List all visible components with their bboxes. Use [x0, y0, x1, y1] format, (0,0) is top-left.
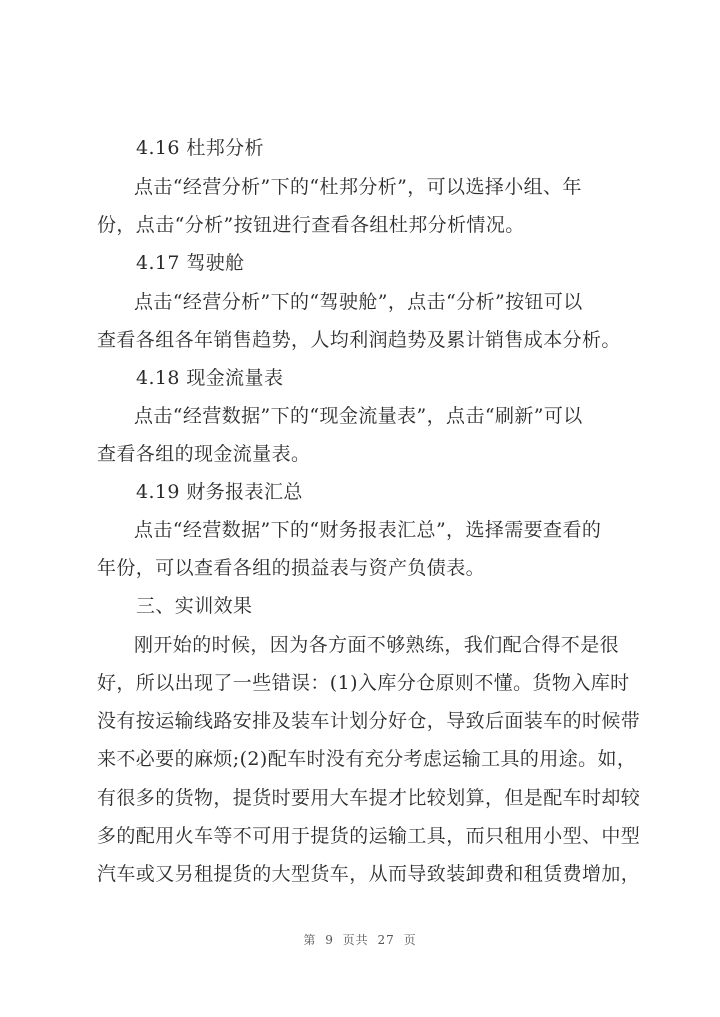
paragraph-line: 有很多的货物，提货时要用大车提才比较划算，但是配车时却较: [97, 787, 641, 809]
paragraph-line: 点击“经营数据”下的“财务报表汇总”，选择需要查看的: [134, 519, 602, 541]
section-heading-4-16: 4.16 杜邦分析: [136, 137, 264, 159]
paragraph-line: 点击“经营分析”下的“杜邦分析”，可以选择小组、年: [134, 176, 582, 198]
paragraph-line: 份，点击“分析”按钮进行查看各组杜邦分析情况。: [97, 214, 525, 236]
paragraph-line: 查看各组各年销售趋势，人均利润趋势及累计销售成本分析。: [97, 329, 621, 351]
paragraph-line: 点击“经营分析”下的“驾驶舱”，点击“分析”按钮可以: [134, 291, 583, 313]
section-heading-4-18: 4.18 现金流量表: [136, 367, 284, 389]
paragraph-line: 没有按运输线路安排及装车计划分好仓，导致后面装车的时候带: [97, 710, 641, 732]
section-heading-4-19: 4.19 财务报表汇总: [136, 481, 303, 503]
paragraph-line: 刚开始的时候，因为各方面不够熟练，我们配合得不是很: [134, 634, 620, 656]
paragraph-line: 汽车或又另租提货的大型货车，从而导致装卸费和租赁费增加，: [97, 863, 641, 885]
section-heading-3: 三、实训效果: [136, 595, 253, 617]
paragraph-line: 查看各组的现金流量表。: [97, 443, 311, 465]
page-number-footer: 第 9 页共 27 页: [303, 933, 417, 947]
paragraph-line: 年份，可以查看各组的损益表与资产负债表。: [97, 557, 486, 579]
section-heading-4-17: 4.17 驾驶舱: [136, 252, 245, 274]
paragraph-line: 多的配用火车等不可用于提货的运输工具，而只租用小型、中型: [97, 825, 641, 847]
paragraph-line: 点击“经营数据”下的“现金流量表”，点击“刷新”可以: [134, 405, 583, 427]
paragraph-line: 来不必要的麻烦;(2)配车时没有充分考虑运输工具的用途。如，: [97, 748, 637, 770]
paragraph-line: 好，所以出现了一些错误：(1)入库分仓原则不懂。货物入库时: [97, 672, 630, 694]
